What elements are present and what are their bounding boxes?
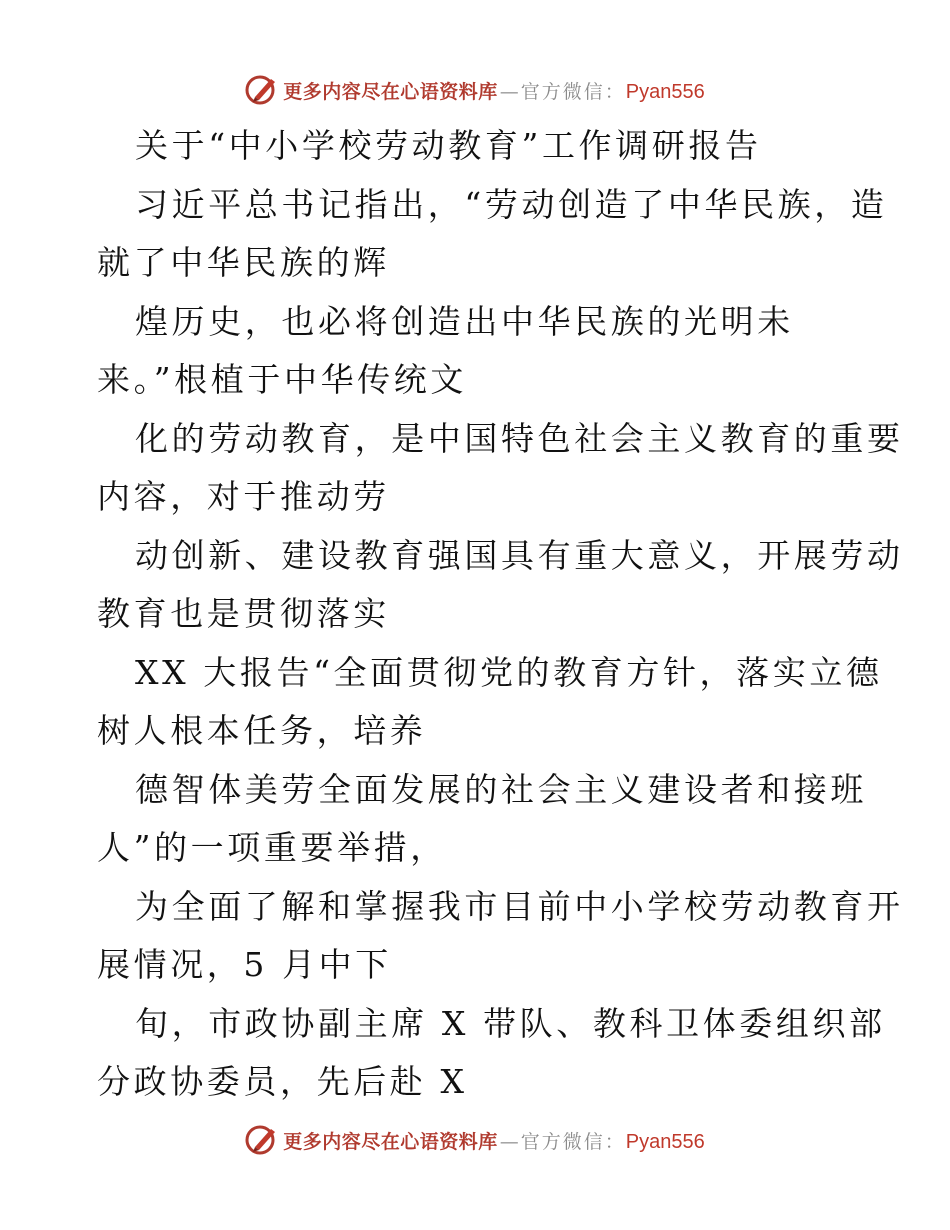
- banner-main-text: 更多内容尽在心语资料库: [283, 1130, 498, 1153]
- banner-wechat-id: Pyan556: [625, 80, 705, 103]
- banner-separator: —: [499, 80, 519, 103]
- document-title: 关于“中小学校劳动教育”工作调研报告: [135, 126, 762, 165]
- pen-logo-icon: [245, 73, 279, 107]
- text-line: 化的劳动教育，是中国特色社会主义教育的重要: [135, 419, 904, 458]
- text-line: 就了中华民族的辉: [97, 243, 390, 282]
- text-line: 习近平总书记指出，“劳动创造了中华民族，造: [135, 185, 888, 224]
- pen-logo-icon: [245, 1123, 279, 1157]
- text-line: 动创新、建设教育强国具有重大意义，开展劳动: [135, 536, 904, 575]
- header-banner: [0, 70, 950, 110]
- text-line: 分政协委员，先后赴 X: [97, 1062, 468, 1101]
- text-line: 煌历史，也必将创造出中华民族的光明未: [135, 302, 794, 341]
- text-line: 展情况，5 月中下: [97, 945, 392, 984]
- text-line: 来。”根植于中华传统文: [97, 360, 467, 399]
- text-line: XX 大报告“全面贯彻党的教育方针，落实立德: [135, 653, 883, 692]
- banner-official-label: 官方微信：: [520, 1130, 626, 1153]
- text-line: 树人根本任务，培养: [97, 711, 427, 750]
- text-line: 教育也是贯彻落实: [97, 594, 390, 633]
- banner-main-text: 更多内容尽在心语资料库: [283, 80, 498, 103]
- text-line: 旬，市政协副主席 X 带队、教科卫体委组织部: [135, 1004, 886, 1043]
- banner-official-label: 官方微信：: [520, 80, 626, 103]
- text-line: 内容，对于推动劳: [97, 477, 390, 516]
- banner-wechat-id: Pyan556: [625, 1130, 705, 1153]
- text-line: 德智体美劳全面发展的社会主义建设者和接班: [135, 770, 867, 809]
- banner-separator: —: [499, 1130, 519, 1153]
- text-line: 为全面了解和掌握我市目前中小学校劳动教育开: [135, 887, 904, 926]
- text-line: 人”的一项重要举措，: [97, 828, 447, 867]
- footer-banner: [0, 1120, 950, 1160]
